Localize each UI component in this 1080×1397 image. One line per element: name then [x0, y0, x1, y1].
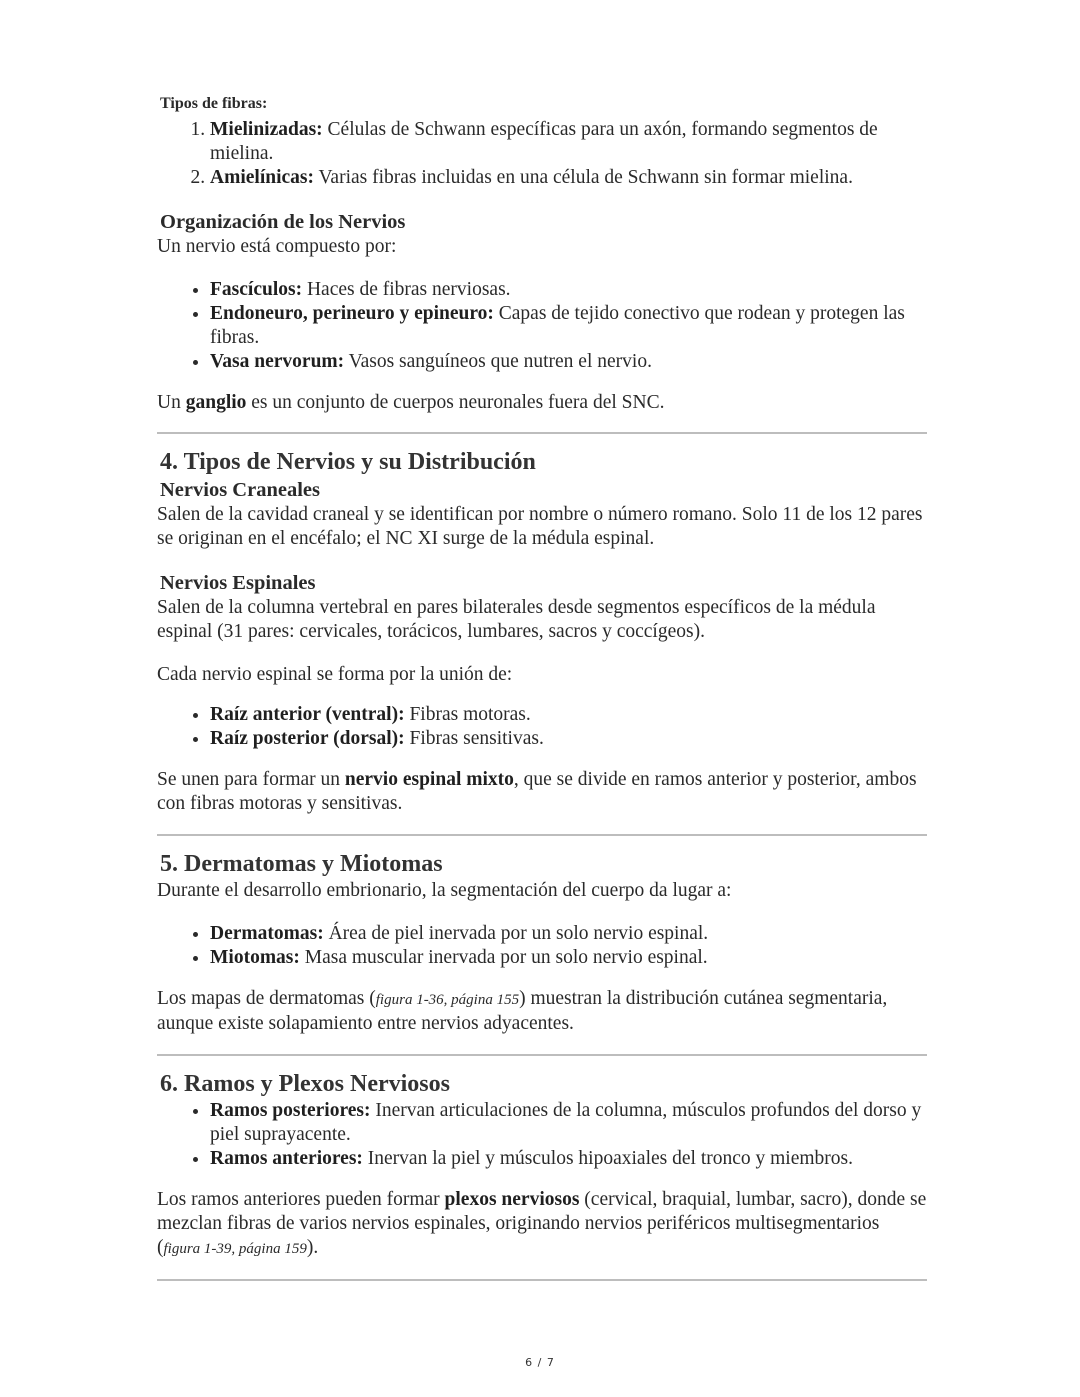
- item-text: Capas de tejido conectivo que rodean y protegen las fibras.: [210, 303, 905, 348]
- raices-list: [157, 703, 927, 751]
- item-term: Ramos anteriores:: [210, 1148, 363, 1169]
- item-text: Área de piel inervada por un solo nervio espinal.: [323, 923, 709, 944]
- dermatomas-list: [157, 922, 927, 970]
- item-term: Endoneuro, perineuro y epineuro:: [210, 303, 494, 324]
- espinales-text: Salen de la columna vertebral en pares bilaterales desde segmentos específicos de la médula espinal (31 pares: cervicales, torácicos, lumbares, sacros y coccígeos).: [157, 597, 876, 642]
- item-text: Inervan la piel y músculos hipoaxiales del tronco y miembros.: [362, 1148, 853, 1169]
- document-page: [157, 92, 927, 1281]
- divider: [157, 834, 927, 836]
- item-text: Fibras motoras.: [404, 704, 531, 725]
- list-item: [210, 922, 927, 946]
- item-term: Vasa nervorum:: [210, 351, 345, 372]
- divider: [157, 1054, 927, 1056]
- item-text: Células de Schwann específicas para un axón, formando segmentos de mielina.: [210, 119, 878, 164]
- plexos-paragraph: Los ramos anteriores pueden formar plexos nerviosos (cervical, braquial, lumbar, sacro), donde se mezclan fibras de varios nervios espinales, originando nervios periféricos multisegmentarios (figura 1-39, página 159).: [157, 1189, 927, 1258]
- list-item: [210, 1147, 927, 1171]
- list-item: [210, 302, 927, 350]
- divider: [157, 1279, 927, 1281]
- organizacion-list: [157, 278, 927, 374]
- organizacion-intro: Un nervio está compuesto por:: [157, 236, 397, 257]
- item-text: Masa muscular inervada por un solo nervio espinal.: [299, 947, 708, 968]
- item-term: Raíz anterior (ventral):: [210, 704, 405, 725]
- page-number: 6 / 7: [525, 1356, 555, 1369]
- espinales-heading: Nervios Espinales: [160, 572, 316, 594]
- section-4-heading: 4. Tipos de Nervios y su Distribución: [160, 449, 536, 475]
- union-intro: Cada nervio espinal se forma por la unión de:: [157, 664, 513, 685]
- ganglio-paragraph: Un ganglio es un conjunto de cuerpos neuronales fuera del SNC.: [157, 392, 665, 413]
- ramos-list: [157, 1099, 927, 1171]
- organizacion-heading: Organización de los Nervios: [160, 211, 406, 233]
- fibras-list: [157, 118, 927, 190]
- item-text: Haces de fibras nerviosas.: [302, 279, 511, 300]
- list-item: [210, 703, 927, 727]
- mapas-paragraph: Los mapas de dermatomas (figura 1-36, página 155) muestran la distribución cutánea segmentaria, aunque existe solapamiento entre nervios adyacentes.: [157, 988, 888, 1034]
- list-item: [210, 946, 927, 970]
- craneales-heading: Nervios Craneales: [160, 479, 320, 501]
- item-text: Inervan articulaciones de la columna, músculos profundos del dorso y piel suprayacente.: [210, 1100, 922, 1145]
- section-6-heading: 6. Ramos y Plexos Nerviosos: [160, 1071, 450, 1097]
- item-term: Fascículos:: [210, 279, 303, 300]
- item-term: Dermatomas:: [210, 923, 324, 944]
- list-item: [210, 1099, 927, 1147]
- list-item: [210, 278, 927, 302]
- list-item: [210, 727, 927, 751]
- sec5-intro: Durante el desarrollo embrionario, la segmentación del cuerpo da lugar a:: [157, 880, 732, 901]
- list-item: [210, 118, 927, 166]
- item-term: Ramos posteriores:: [210, 1100, 371, 1121]
- item-term: Amielínicas:: [210, 167, 314, 188]
- item-text: Varias fibras incluidas en una célula de Schwann sin formar mielina.: [313, 167, 853, 188]
- item-term: Miotomas:: [210, 947, 300, 968]
- section-5-heading: 5. Dermatomas y Miotomas: [160, 851, 443, 877]
- craneales-text: Salen de la cavidad craneal y se identifican por nombre o número romano. Solo 11 de los 12 pares se originan en el encéfalo; el NC XI surge de la médula espinal.: [157, 504, 923, 549]
- list-item: [210, 166, 927, 190]
- item-text: Fibras sensitivas.: [404, 728, 544, 749]
- item-term: Mielinizadas:: [210, 119, 323, 140]
- figure-reference: figura 1-36, página 155: [375, 992, 520, 1008]
- figure-reference: figura 1-39, página 159: [163, 1241, 307, 1257]
- list-item: [210, 350, 927, 374]
- item-text: Vasos sanguíneos que nutren el nervio.: [344, 351, 652, 372]
- item-term: Raíz posterior (dorsal):: [210, 728, 405, 749]
- divider: [157, 432, 927, 434]
- fibras-heading: Tipos de fibras:: [160, 95, 268, 112]
- mixto-paragraph: Se unen para formar un nervio espinal mixto, que se divide en ramos anterior y posterior, ambos con fibras motoras y sensitivas.: [157, 769, 917, 814]
